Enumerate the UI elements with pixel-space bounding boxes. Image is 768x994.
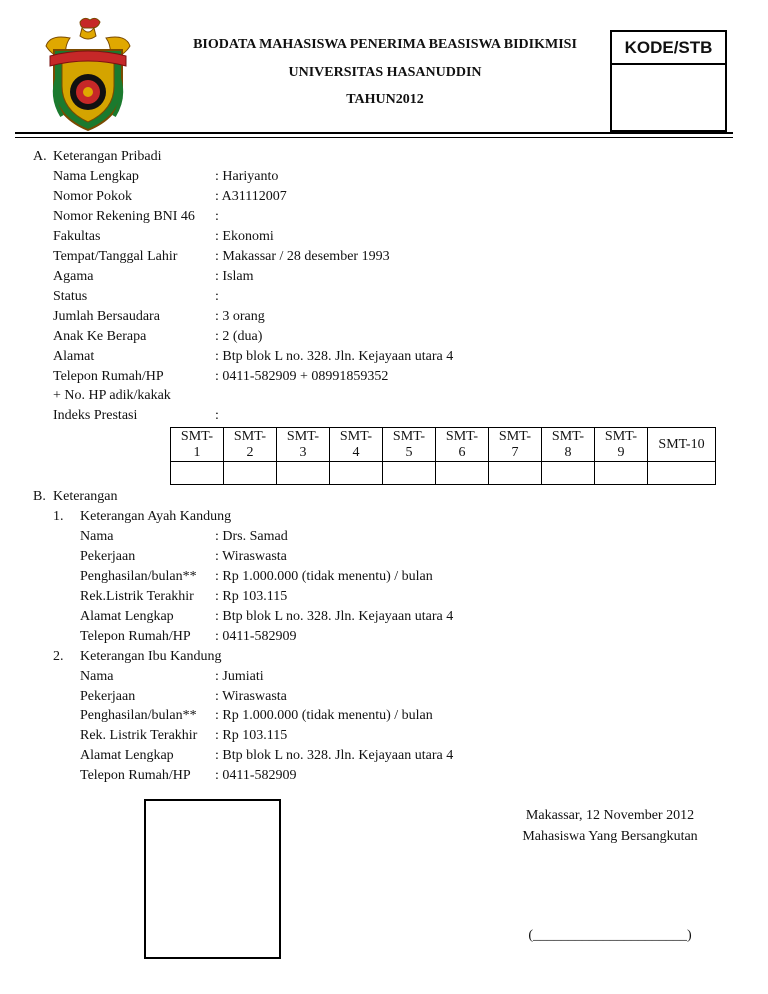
field-value[interactable]: : Makassar / 28 desember 1993 [215, 249, 390, 264]
signature-place-date: Makassar, 12 November 2012 [525, 808, 695, 823]
section-a-title: Keterangan Pribadi [53, 149, 162, 164]
field-value[interactable]: : Wiraswasta [215, 689, 287, 704]
ayah-number: 1. [53, 509, 64, 524]
smt-header [542, 428, 595, 462]
smt-value-cell[interactable] [595, 462, 648, 485]
signature-name-line[interactable]: (______________________) [528, 928, 692, 943]
kode-stb-label: KODE/STB [612, 32, 725, 65]
field-label: Indeks Prestasi [53, 408, 138, 423]
field-value[interactable]: : [215, 289, 219, 304]
university-logo [40, 16, 136, 134]
smt-header-top: SMT- [445, 428, 479, 444]
ibu-title: Keterangan Ibu Kandung [80, 649, 222, 664]
field-value[interactable]: : Rp 103.115 [215, 589, 288, 604]
field-value[interactable]: : Btp blok L no. 328. Jln. Kejayaan utara 4 [215, 609, 454, 624]
field-label: Pekerjaan [80, 689, 136, 704]
field-value[interactable]: : 0411-582909 [215, 768, 297, 783]
smt-header-num: 9 [617, 444, 625, 460]
field-label: Penghasilan/bulan** [80, 569, 197, 584]
smt-header [277, 428, 330, 462]
field-label: Alamat Lengkap [80, 748, 174, 763]
field-label: Anak Ke Berapa [53, 329, 147, 344]
field-label: Rek.Listrik Terakhir [80, 589, 194, 604]
doc-title-line3: TAHUN2012 [346, 92, 424, 107]
section-b-marker: B. [33, 489, 46, 504]
field-label: Penghasilan/bulan** [80, 708, 197, 723]
field-value[interactable]: : Islam [215, 269, 254, 284]
field-value[interactable]: : 0411-582909 + 08991859352 [215, 369, 389, 384]
smt-header-top: SMT- [604, 428, 638, 444]
section-a-marker: A. [33, 149, 47, 164]
field-value[interactable]: : 2 (dua) [215, 329, 263, 344]
smt-header-top: SMT-10 [658, 436, 705, 452]
smt-header [171, 428, 224, 462]
field-label: Fakultas [53, 229, 101, 244]
smt-value-cell[interactable] [489, 462, 542, 485]
field-label: Status [53, 289, 88, 304]
ayah-title: Keterangan Ayah Kandung [80, 509, 232, 524]
field-label: Alamat Lengkap [80, 609, 174, 624]
field-label: Telepon Rumah/HP [80, 768, 191, 783]
field-value[interactable]: : Rp 1.000.000 (tidak menentu) / bulan [215, 708, 433, 723]
field-value[interactable]: : Rp 103.115 [215, 728, 288, 743]
smt-header-top: SMT- [498, 428, 532, 444]
smt-value-cell[interactable] [648, 462, 716, 485]
smt-header [330, 428, 383, 462]
ibu-number: 2. [53, 649, 64, 664]
smt-header-num: 8 [564, 444, 572, 460]
smt-header-num: 3 [299, 444, 307, 460]
smt-header-top: SMT- [286, 428, 320, 444]
field-value[interactable]: : A31112007 [215, 189, 287, 204]
doc-title-line2: UNIVERSITAS HASANUDDIN [288, 65, 482, 80]
field-label: Pekerjaan [80, 549, 136, 564]
field-label: Agama [53, 269, 94, 284]
field-label: + No. HP adik/kakak [53, 388, 171, 403]
field-label: Alamat [53, 349, 95, 364]
field-label: Telepon Rumah/HP [80, 629, 191, 644]
field-value[interactable]: : 0411-582909 [215, 629, 297, 644]
smt-header-top: SMT- [392, 428, 426, 444]
field-value[interactable]: : 3 orang [215, 309, 265, 324]
smt-header-top: SMT- [180, 428, 214, 444]
header-divider-thick [15, 132, 733, 134]
field-label: Nama [80, 669, 114, 684]
section-b-title: Keterangan [53, 489, 118, 504]
field-label: Nama [80, 529, 114, 544]
field-value[interactable]: : Ekonomi [215, 229, 274, 244]
smt-header [436, 428, 489, 462]
field-label: Nomor Rekening BNI 46 [53, 209, 195, 224]
header-divider-thin [15, 137, 733, 138]
smt-header [595, 428, 648, 462]
field-value[interactable]: : Btp blok L no. 328. Jln. Kejayaan utara 4 [215, 748, 454, 763]
field-label: Nama Lengkap [53, 169, 139, 184]
smt-header-num: 7 [511, 444, 519, 460]
doc-title-line1: BIODATA MAHASISWA PENERIMA BEASISWA BIDIKMISI [193, 37, 577, 52]
smt-header-num: 2 [246, 444, 254, 460]
photo-box[interactable] [144, 799, 281, 959]
smt-header-top: SMT- [551, 428, 585, 444]
field-label: Rek. Listrik Terakhir [80, 728, 198, 743]
smt-value-cell[interactable] [436, 462, 489, 485]
indeks-prestasi-table [170, 427, 716, 485]
smt-value-cell[interactable] [383, 462, 436, 485]
smt-header [383, 428, 436, 462]
smt-header [224, 428, 277, 462]
field-value[interactable]: : Drs. Samad [215, 529, 288, 544]
kode-stb-box[interactable] [610, 30, 727, 132]
signature-role: Mahasiswa Yang Bersangkutan [522, 829, 698, 844]
smt-header-num: 4 [352, 444, 360, 460]
field-label: Telepon Rumah/HP [53, 369, 164, 384]
field-value[interactable]: : Wiraswasta [215, 549, 287, 564]
smt-value-cell[interactable] [277, 462, 330, 485]
field-label: Nomor Pokok [53, 189, 132, 204]
smt-value-cell[interactable] [330, 462, 383, 485]
smt-header [489, 428, 542, 462]
field-value[interactable]: : [215, 408, 219, 423]
smt-value-cell[interactable] [224, 462, 277, 485]
field-value[interactable]: : Jumiati [215, 669, 264, 684]
smt-header-top: SMT- [339, 428, 373, 444]
smt-header-num: 6 [458, 444, 466, 460]
field-value[interactable]: : [215, 209, 219, 224]
field-value[interactable]: : Btp blok L no. 328. Jln. Kejayaan utara 4 [215, 349, 454, 364]
smt-value-cell[interactable] [542, 462, 595, 485]
field-label: Jumlah Bersaudara [53, 309, 160, 324]
smt-value-cell[interactable] [171, 462, 224, 485]
field-value[interactable]: : Hariyanto [215, 169, 279, 184]
field-label: Tempat/Tanggal Lahir [53, 249, 178, 264]
smt-header-num: 1 [193, 444, 201, 460]
smt-header-num: 5 [405, 444, 413, 460]
smt-header-top: SMT- [233, 428, 267, 444]
field-value[interactable]: : Rp 1.000.000 (tidak menentu) / bulan [215, 569, 433, 584]
smt-header [648, 428, 716, 462]
